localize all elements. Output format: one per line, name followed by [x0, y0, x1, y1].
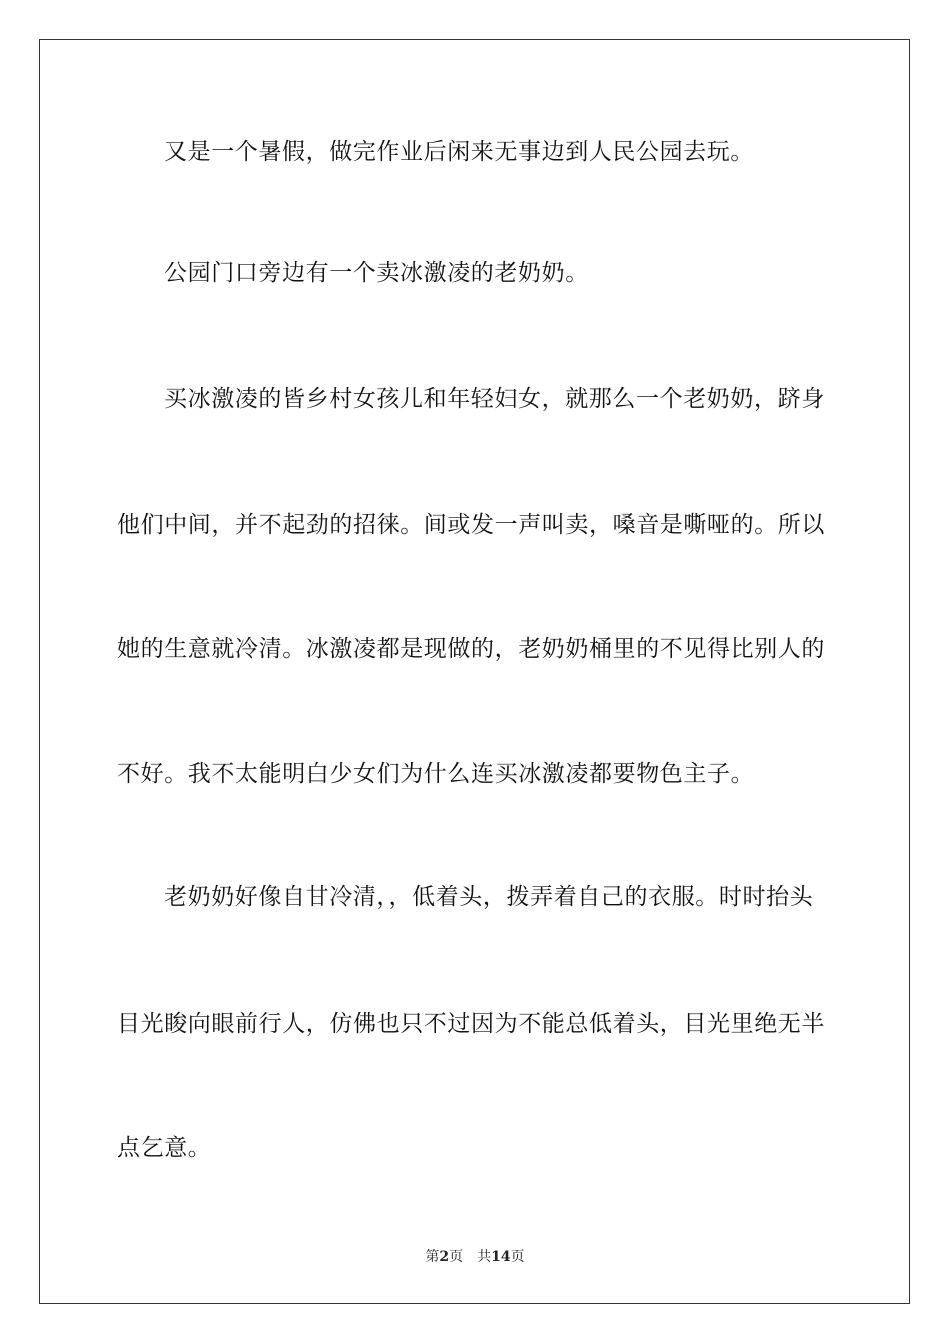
page-number-suffix: 页 [449, 1249, 464, 1265]
page-number-prefix: 第 [425, 1249, 440, 1265]
total-pages: 14 [491, 1249, 511, 1265]
paragraph-line: 点乞意。 [117, 1135, 212, 1161]
page-number: 2 [439, 1249, 450, 1265]
paragraph-line: 又是一个暑假，做完作业后闲来无事边到人民公园去玩。 [164, 139, 754, 165]
total-pages-prefix: 共 [477, 1249, 492, 1265]
paragraph-line: 她的生意就冷清。冰激凌都是现做的，老奶奶桶里的不见得比别人的 [117, 636, 825, 662]
page-footer [0, 1248, 950, 1266]
paragraph-line: 老奶奶好像自甘冷清，，低着头，拨弄着自己的衣服。时时抬头 [164, 884, 814, 910]
paragraph-line: 买冰激凌的皆乡村女孩儿和年轻妇女，就那么一个老奶奶，跻身 [164, 386, 825, 412]
paragraph-line: 不好。我不太能明白少女们为什么连买冰激凌都要物色主子。 [117, 761, 755, 787]
paragraph-line: 他们中间，并不起劲的招徕。间或发一声叫卖，嗓音是嘶哑的。所以 [117, 512, 825, 538]
paragraph-line: 目光睃向眼前行人，仿佛也只不过因为不能总低着头，目光里绝无半 [117, 1011, 825, 1037]
paragraph-line: 公园门口旁边有一个卖冰激凌的老奶奶。 [164, 260, 589, 286]
page-border [39, 39, 910, 1304]
total-pages-suffix: 页 [510, 1249, 525, 1265]
